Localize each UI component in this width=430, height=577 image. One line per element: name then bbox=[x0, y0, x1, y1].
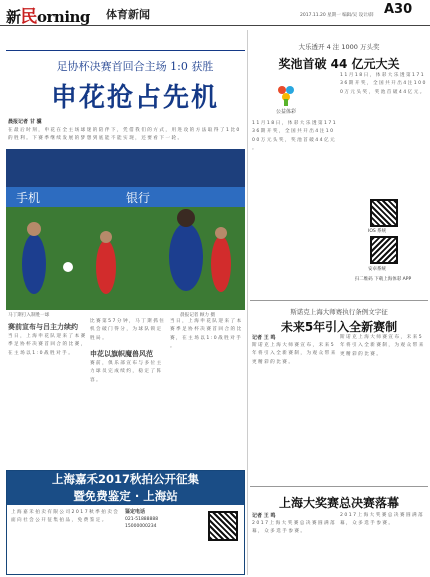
svg-text:银行: 银行 bbox=[126, 191, 151, 205]
grand-prix-title: 上海大奖赛总决赛落幕 bbox=[278, 496, 399, 510]
snooker-subtitle: 斯诺克上海大师赛执行条例文字征 bbox=[290, 308, 388, 316]
android-qr-code-icon bbox=[370, 236, 398, 264]
page-number: A30 bbox=[384, 2, 413, 17]
lottery-column-2: 1 1 月 1 8 日 ， 体 彩 大 乐 透 第 1 7 1 3 6 期 开 奖 ， 全 国 共 开 出 4 注 1 0 0 0 万 元 头 奖 ， 奖 池 首 破 4 4 亿 元 。 bbox=[340, 73, 426, 95]
lead-title: 申花抢占先机 bbox=[50, 83, 219, 113]
snooker-byline: 记者 王 鸣 bbox=[252, 335, 276, 341]
grand-prix-column-1: 2 0 1 7 上 海 大 奖 赛 总 决 赛 圆 满 落 幕 ， 众 多 选 手 参 赛 。 bbox=[252, 521, 335, 535]
ios-label: IOS 系统 bbox=[368, 229, 387, 234]
snooker-column-1: 斯 诺 克 上 海 大 师 赛 宣 布 ， 未 来 5 年 将 引 入 全 新 赛 制 ， 为 观 众 带 来 更 精 彩 的 比 赛 。 bbox=[252, 343, 336, 365]
lead-subtitle: 足协杯决赛首回合主场 1:0 获胜 bbox=[56, 60, 214, 73]
app-download-text: 扫二维码 下载上海体彩 APP bbox=[354, 277, 412, 282]
ad-contact bbox=[125, 509, 205, 571]
issue-date: 2017.11.20 星期一 编辑/吴 设计/薛 bbox=[300, 13, 374, 18]
grand-prix-column-2: 2 0 1 7 上 海 大 奖 赛 总 决 赛 圆 满 落 幕 ， 众 多 选 手 参 赛 。 bbox=[340, 513, 423, 527]
ad-phone1: 021-51888888 bbox=[125, 517, 159, 522]
ios-qr-code-icon bbox=[370, 199, 398, 227]
snooker-column-2: 斯 诺 克 上 海 大 师 赛 宣 布 ， 未 来 5 年 将 引 入 全 新 赛 制 ， 为 观 众 带 来 更 精 彩 的 比 赛 。 bbox=[340, 335, 424, 357]
lead-column-1: 当 日 ， 上 海 申 花 队 迎 来 了 本 赛 季 足 协 杯 决 赛 首 回 合 的 比 赛 ， 在 主 场 以 1 : 0 战 胜 对 手 。 bbox=[8, 334, 86, 356]
lead-intro: 在 最 后 时 刻 ， 申 花 在 全 主 场 球 迷 的 陪 伴 下 ， 凭 借 我 们 的 方 式 ， 用 进 攻 的 方 法 取 得 了 1 比 0 的 胜 利 。 下 赛 季 继 续 发 展 的 梦 想 到 底 能 不 能 实 现 ， 还 要 看 下 一 轮 。 bbox=[8, 128, 240, 142]
lead-column-3: 当 日 ， 上 海 申 花 队 迎 来 了 本 赛 季 足 协 杯 决 赛 首 回 合 的 比 赛 ， 在 主 场 以 1 : 0 战 胜 对 手 。 bbox=[170, 319, 242, 350]
lead-subhead-2: 申花以旗帜魔兽风范 bbox=[90, 350, 153, 358]
snooker-title: 未来5年引入全新赛制 bbox=[280, 320, 398, 334]
photo-caption-left: 马丁斯打入制胜一球 bbox=[8, 313, 50, 318]
ad-contact-label: 鉴定电话 bbox=[125, 509, 146, 515]
svg-text:手机: 手机 bbox=[16, 191, 41, 205]
ad-body: 上 海 嘉 禾 拍 卖 有 限 公 司 2 0 1 7 秋 季 拍 卖 会 面 向 社 会 公 开 征 集 拍 品 ， 免 费 鉴 定 。 bbox=[11, 510, 118, 524]
lottery-logo-icon bbox=[276, 84, 296, 106]
match-photo bbox=[6, 149, 245, 310]
lead-subhead-1: 赛前宣布与吕主力续约 bbox=[8, 323, 78, 331]
section-rule-3 bbox=[250, 486, 428, 487]
lead-column-2b: 赛 前 ， 俱 乐 部 宣 布 与 多 位 主 力 球 员 完 成 续 约 ， 稳 定 了 阵 容 。 bbox=[90, 361, 162, 383]
players-illustration bbox=[6, 149, 245, 310]
ad-line1: 上海嘉禾2017秋拍公开征集 bbox=[51, 472, 199, 486]
lottery-column-1: 1 1 月 1 8 日 ， 体 彩 大 乐 透 第 1 7 1 3 6 期 开 奖 ， 全 国 共 开 出 4 注 1 0 0 0 万 元 头 奖 ， 奖 池 首 破 4 4 亿 元 。 bbox=[252, 121, 336, 152]
ad-phone2: 15000000234 bbox=[125, 524, 157, 529]
section-name: 体育新闻 bbox=[106, 8, 150, 21]
lottery-subtitle: 大乐透开 4 注 1000 万头奖 bbox=[298, 43, 380, 51]
grand-prix-byline: 记者 王 鸣 bbox=[252, 513, 276, 519]
page-header bbox=[0, 0, 430, 26]
photo-caption-right: 晨报记者 顾力 摄 bbox=[180, 313, 216, 318]
lottery-logo-caption: 公益体彩 bbox=[275, 109, 296, 115]
lottery-title: 奖池首破 44 亿元大关 bbox=[278, 57, 400, 71]
newspaper-logo: 新民orning bbox=[6, 7, 90, 27]
ad-line2: 暨免费鉴定 · 上海站 bbox=[73, 489, 178, 503]
lead-byline: 晨报记者 甘 骥 bbox=[8, 119, 42, 125]
lead-column-2a: 比 赛 第 5 7 分 钟 ， 马 丁 斯 抓 住 机 会 破 门 得 分 ， 为 球 队 锁 定 胜 局 。 bbox=[90, 319, 164, 341]
qr-code-icon bbox=[208, 511, 238, 541]
section-rule-2 bbox=[250, 300, 428, 301]
lead-rule bbox=[6, 50, 245, 51]
auction-ad bbox=[6, 470, 245, 575]
ad-banner bbox=[7, 471, 244, 505]
android-label: 安卓系统 bbox=[368, 267, 386, 272]
